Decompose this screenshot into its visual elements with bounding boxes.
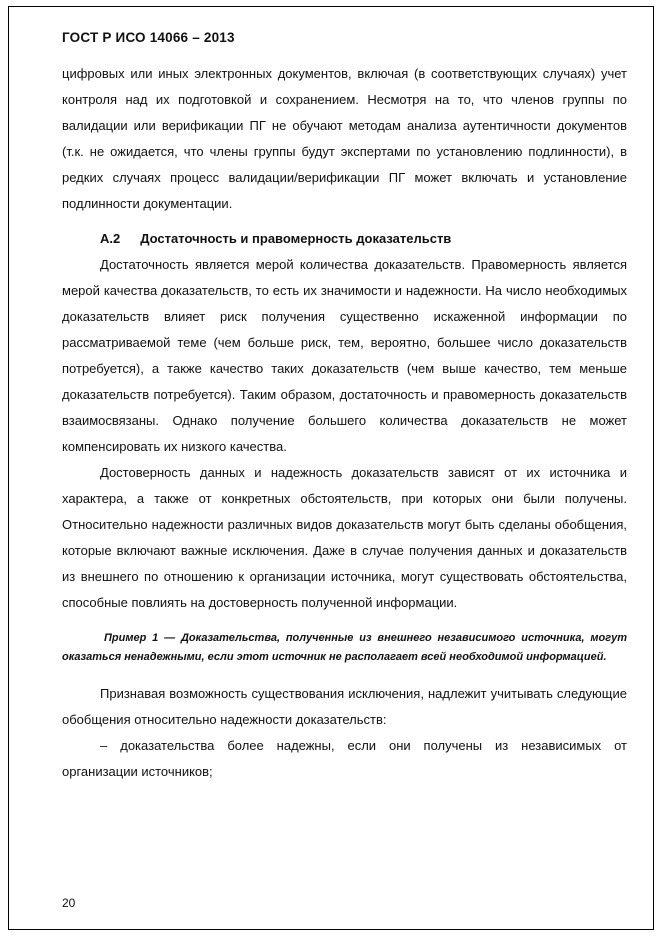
- paragraph-continuation: цифровых или иных электронных документов, включая (в соответствующих случаях) учет контроля над их подготовкой и сохранением. Несмотря на то, что членов группы по валидации или верификации ПГ не обучают методам анализа аутентичности документов (т.к. не ожидается, что члены группы будут экспертами по установлению подлинности), в редких случаях процесс валидации/верификации ПГ может включать и установление подлинности документации.: [62, 66, 627, 211]
- list-item-independent-sources: – доказательства более надежны, если они получены из независимых от организации источников;: [62, 738, 627, 779]
- section-heading-a2: [62, 226, 627, 252]
- section-number: А.2: [100, 231, 121, 246]
- example-1: Пример 1 — Доказательства, полученные из внешнего независимого источника, могут оказаться ненадежными, если этот источник не располагает всей необходимой информацией.: [62, 632, 627, 663]
- paragraph-reliability: Достоверность данных и надежность доказательств зависят от их источника и характера, а также от конкретных обстоятельств, при которых они были получены. Относительно надежности различных видов доказательств могут быть сделаны обобщения, которые включают важные исключения. Даже в случае получения данных и доказательств из внешнего по отношению к организации источника, могут существовать обстоятельства, способные повлиять на достоверность полученной информации.: [62, 465, 627, 610]
- document-title: ГОСТ Р ИСО 14066 – 2013: [62, 30, 235, 45]
- section-title: Достаточность и правомерность доказательств: [140, 231, 452, 246]
- page-content: [62, 30, 627, 785]
- paragraph-sufficiency: Достаточность является мерой количества доказательств. Правомерность является мерой качества доказательств, то есть их значимости и надежности. На число необходимых доказательств влияет риск получения существенно искаженной информации по рассматриваемой теме (чем больше риск, тем, вероятно, большее число доказательств потребуется), а также качество таких доказательств (чем выше качество, тем меньше доказательств потребуется). Таким образом, достаточность и правомерность доказательств взаимосвязаны. Однако получение большего количества доказательств не может компенсировать их низкого качества.: [62, 257, 627, 454]
- page-number: 20: [62, 896, 76, 910]
- paragraph-generalizations: Признавая возможность существования исключения, надлежит учитывать следующие обобщения относительно надежности доказательств:: [62, 686, 627, 727]
